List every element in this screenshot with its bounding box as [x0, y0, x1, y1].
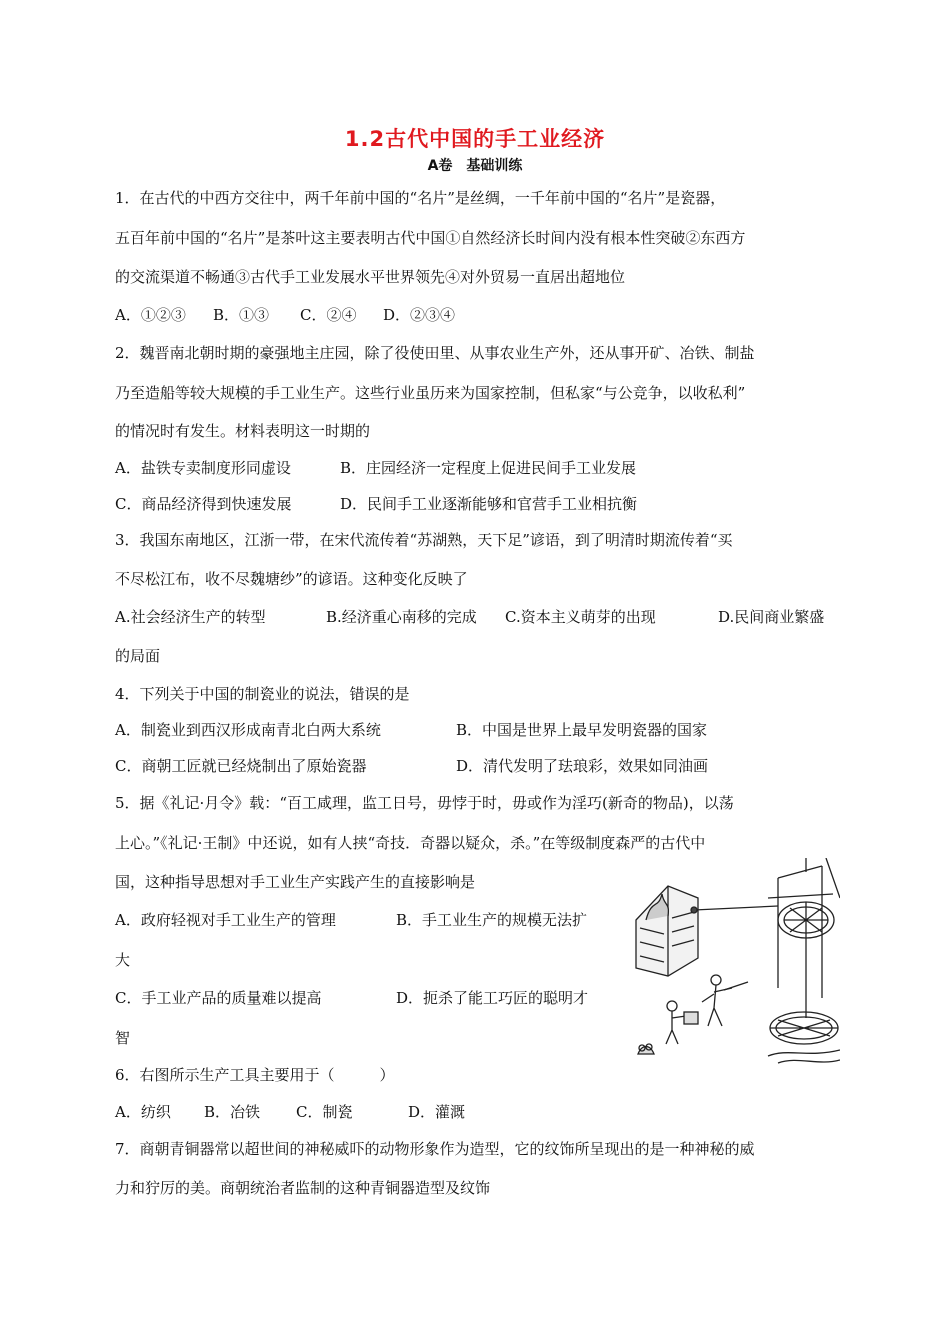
q3-line-2: 不尽松江布，收不尽魏塘纱”的谚语。这种变化反映了	[115, 570, 468, 588]
q1-option-a: A．①②③	[115, 306, 186, 324]
q4-option-c: C．商朝工匠就已经烧制出了原始瓷器	[115, 757, 367, 775]
q5-option-d: D．扼杀了能工巧匠的聪明才	[396, 989, 589, 1007]
q5-option-a: A．政府轻视对手工业生产的管理	[115, 911, 336, 929]
q4-option-a: A．制瓷业到西汉形成南青北白两大系统	[115, 721, 381, 739]
q1-option-c: C．②④	[300, 306, 357, 324]
q2-line-2: 乃至造船等较大规模的手工业生产。这些行业虽历来为国家控制，但私家“与公竞争，以收私利”	[115, 384, 746, 402]
q1-option-b: B．①③	[213, 306, 270, 324]
q2-option-d: D．民间手工业逐渐能够和官营手工业相抗衡	[340, 495, 638, 513]
q3-option-b: B.经济重心南移的完成	[326, 608, 477, 626]
q1-line-2: 五百年前中国的“名片”是茶叶这主要表明古代中国①自然经济长时间内没有根本性突破②东西方	[115, 229, 746, 247]
q6-option-d: D．灌溉	[408, 1103, 466, 1121]
q5-option-b-tail: 大	[115, 951, 131, 969]
q7-line-1: 7．商朝青铜器常以超世间的神秘威吓的动物形象作为造型，它的纹饰所呈现出的是一种神秘的威	[115, 1140, 755, 1158]
q2-option-a: A．盐铁专卖制度形同虚设	[115, 459, 291, 477]
q5-line-2: 上心。”《礼记·王制》中还说，如有人挟“奇技．奇器以疑众，杀。”在等级制度森严的古代中	[115, 834, 706, 852]
q1-line-3: 的交流渠道不畅通③古代手工业发展水平世界领先④对外贸易一直居出超地位	[115, 268, 626, 286]
q1-line-1: 1．在古代的中西方交往中，两千年前中国的“名片”是丝绸，一千年前中国的“名片”是瓷器，	[115, 189, 726, 207]
q6-option-a: A．纺织	[115, 1103, 171, 1121]
q3-option-d-tail: 的局面	[115, 647, 161, 665]
q5-line-3: 国，这种指导思想对手工业生产实践产生的直接影响是	[115, 873, 476, 891]
page-subtitle: A卷 基础训练	[427, 158, 523, 174]
q3-option-c: C.资本主义萌芽的出现	[505, 608, 656, 626]
q3-option-d: D.民间商业繁盛	[718, 608, 825, 626]
q1-option-d: D．②③④	[383, 306, 456, 324]
q4-option-d: D．清代发明了珐琅彩，效果如同油画	[456, 757, 709, 775]
q5-option-b: B．手工业生产的规模无法扩	[396, 911, 588, 929]
q5-line-1: 5．据《礼记·月令》载：“百工咸理，监工日号，毋悖于时，毋或作为淫巧(新奇的物品)，以荡	[115, 794, 734, 812]
page-title: 1.2古代中国的手工业经济	[344, 127, 606, 151]
q2-line-1: 2．魏晋南北朝时期的豪强地主庄园，除了役使田里、从事农业生产外，还从事开矿、冶铁、制盐	[115, 344, 755, 362]
q5-option-c: C．手工业产品的质量难以提高	[115, 989, 322, 1007]
q6-option-b: B．冶铁	[204, 1103, 261, 1121]
q7-line-2: 力和狞厉的美。商朝统治者监制的这种青铜器造型及纹饰	[115, 1179, 491, 1197]
q3-option-a: A.社会经济生产的转型	[115, 608, 266, 626]
q6-line-1: 6．右图所示生产工具主要用于（ ）	[115, 1066, 395, 1084]
q3-line-1: 3．我国东南地区，江浙一带，在宋代流传着“苏湖熟，天下足”谚语，到了明清时期流传着“买	[115, 531, 733, 549]
q2-option-b: B．庄园经济一定程度上促进民间手工业发展	[340, 459, 637, 477]
smelting-illustration	[628, 858, 840, 1068]
q4-line-1: 4．下列关于中国的制瓷业的说法，错误的是	[115, 685, 410, 703]
q4-option-b: B．中国是世界上最早发明瓷器的国家	[456, 721, 708, 739]
q2-line-3: 的情况时有发生。材料表明这一时期的	[115, 422, 371, 440]
q5-option-d-tail: 智	[115, 1029, 131, 1047]
q2-option-c: C．商品经济得到快速发展	[115, 495, 292, 513]
q6-option-c: C．制瓷	[296, 1103, 353, 1121]
